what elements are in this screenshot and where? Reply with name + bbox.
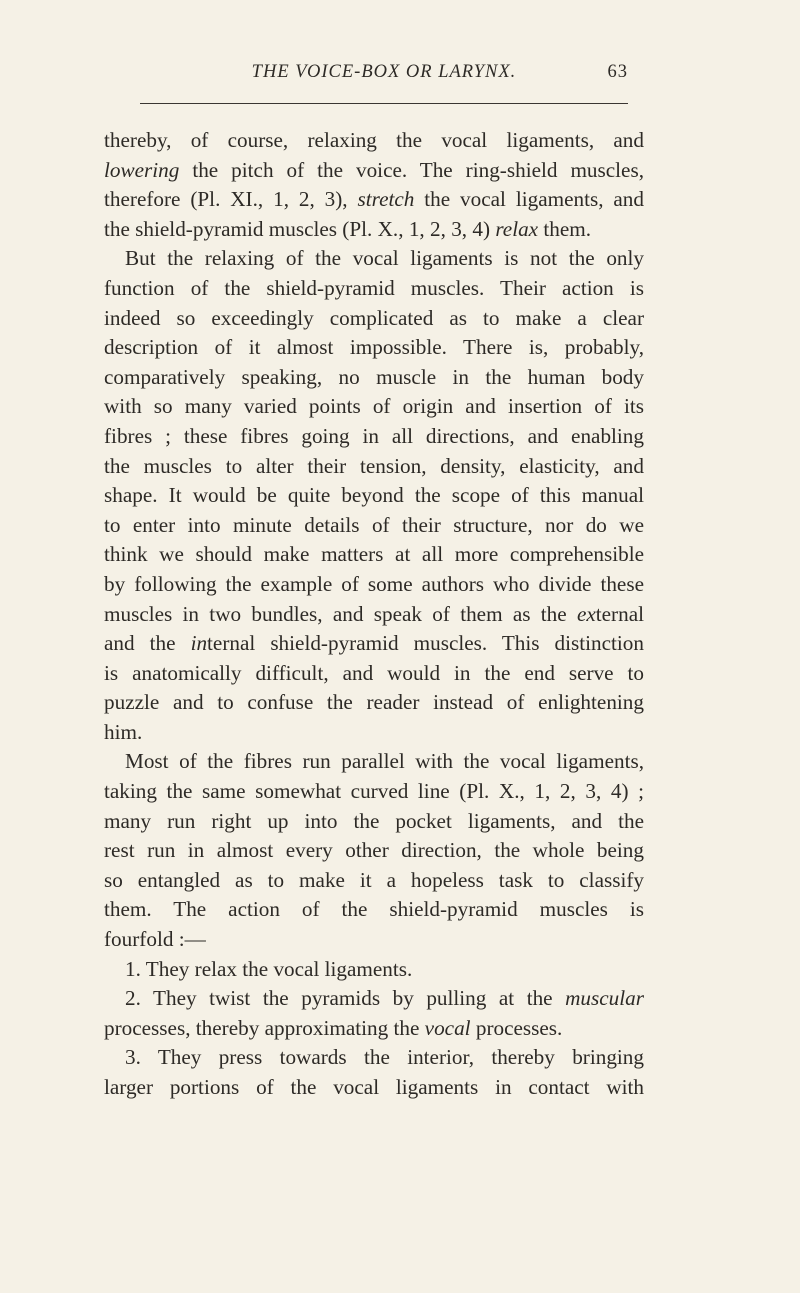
text-line: the shield-pyramid muscles (Pl. X., 1, 2, 3, 4) relax them. <box>104 216 592 241</box>
italic-term: stretch <box>357 187 415 212</box>
list-item: 3. They press towards the interior, thereby bringing <box>125 1045 644 1070</box>
text-line: lowering the pitch of the voice. The ring-shield muscles, <box>104 157 644 182</box>
body-text <box>104 126 644 1103</box>
text-line: thereby, of course, relaxing the vocal ligaments, and <box>104 128 644 152</box>
italic-term: vocal <box>424 1015 471 1040</box>
header-rule <box>140 103 628 104</box>
text-line: think we should make matters at all more comprehensible <box>104 542 644 567</box>
list-item: 2. They twist the pyramids by pulling at the muscular <box>125 986 644 1011</box>
text-line: fibres ; these fibres going in all directions, and enabling <box>104 423 644 448</box>
text-line: and the internal shield-pyramid muscles. This distinction <box>104 631 644 656</box>
list-item: 1. They relax the vocal ligaments. <box>125 956 413 981</box>
text-line: Most of the fibres run parallel with the vocal ligaments, <box>125 749 644 774</box>
text-line: taking the same somewhat curved line (Pl. X., 1, 2, 3, 4) ; <box>104 779 644 804</box>
page-number: 63 <box>607 62 628 82</box>
text-line: rest run in almost every other direction, the whole being <box>104 838 644 863</box>
running-title: THE VOICE-BOX OR LARYNX. <box>251 62 517 82</box>
text-line: them. The action of the shield-pyramid muscles is <box>104 897 644 922</box>
text-line: him. <box>104 719 143 744</box>
text-line: puzzle and to confuse the reader instead of enlightening <box>104 690 644 715</box>
text-line: comparatively speaking, no muscle in the human body <box>104 364 644 389</box>
text-line: the muscles to alter their tension, density, elasticity, and <box>104 453 644 478</box>
italic-term: ex <box>576 601 596 626</box>
italic-term: in <box>190 631 208 656</box>
text-line: processes, thereby approximating the vocal processes. <box>104 1015 563 1040</box>
text-line: many run right up into the pocket ligaments, and the <box>104 808 644 833</box>
text-line: But the relaxing of the vocal ligaments is not the only <box>125 246 644 271</box>
text-line: fourfold :— <box>104 927 206 952</box>
text-line: shape. It would be quite beyond the scope of this manual <box>104 483 644 508</box>
italic-term: muscular <box>565 986 644 1011</box>
running-head <box>140 62 628 90</box>
text-line: muscles in two bundles, and speak of them as the external <box>104 601 644 626</box>
text-line: by following the example of some authors who divide these <box>104 571 644 596</box>
text-line: with so many varied points of origin and insertion of its <box>104 394 644 419</box>
text-line: description of it almost impossible. There is, probably, <box>104 335 644 360</box>
text-line: so entangled as to make it a hopeless task to classify <box>104 867 644 892</box>
text-line: function of the shield-pyramid muscles. Their action is <box>104 275 644 300</box>
italic-term: relax <box>495 216 539 241</box>
text-line: therefore (Pl. XI., 1, 2, 3), stretch the vocal ligaments, and <box>104 187 644 212</box>
text-line: larger portions of the vocal ligaments in contact with <box>104 1075 644 1099</box>
text-line: to enter into minute details of their structure, nor do we <box>104 512 644 537</box>
text-line: is anatomically difficult, and would in the end serve to <box>104 660 644 685</box>
italic-term: lowering <box>104 157 180 182</box>
text-line: indeed so exceedingly complicated as to make a clear <box>104 305 644 330</box>
